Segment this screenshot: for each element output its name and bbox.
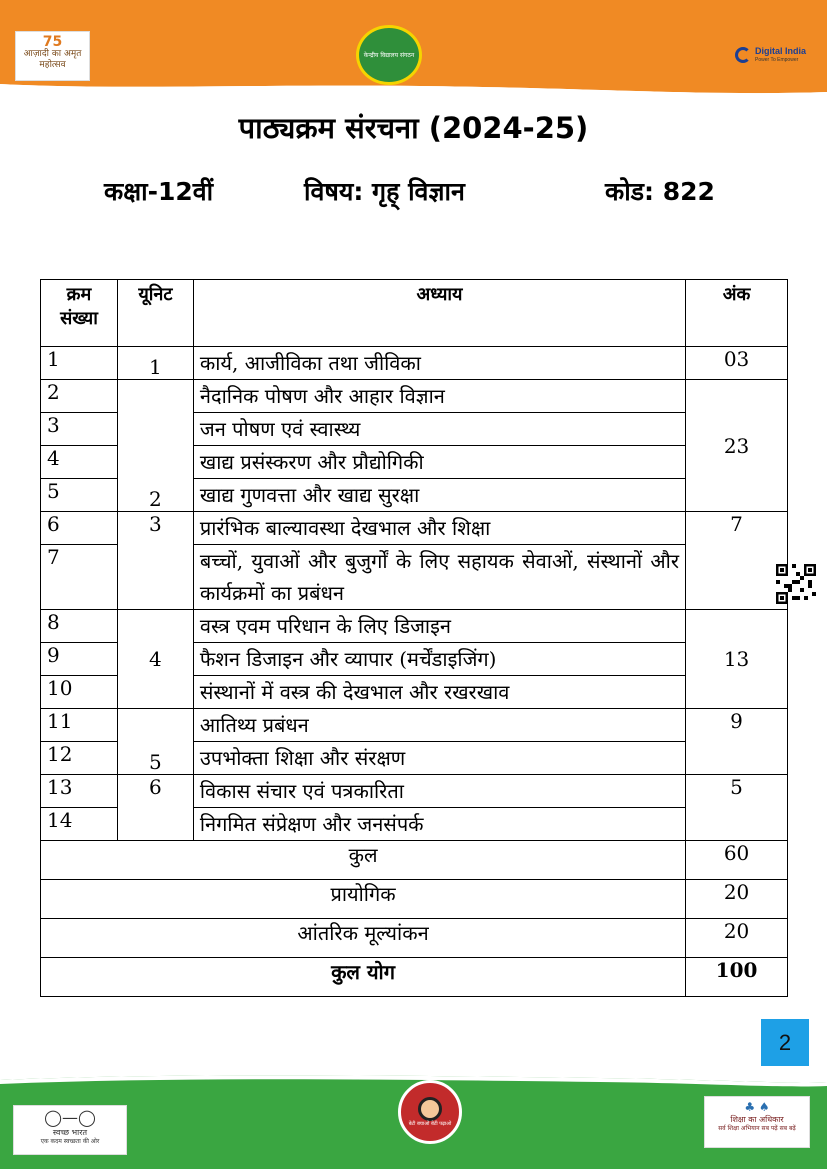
row-unit: 1: [117, 347, 193, 380]
grand-total-row: [41, 958, 788, 997]
row-sno: 14: [41, 808, 118, 841]
row-chapter: संस्थानों में वस्त्र की देखभाल और रखरखाव: [193, 676, 685, 709]
kvs-seal-text: केन्द्रीय विद्यालय संगठन: [363, 52, 415, 59]
shiksha-ka-adhikar-logo: [704, 1096, 810, 1148]
row-chapter: कार्य, आजीविका तथा जीविका: [193, 347, 685, 380]
kvs-seal-logo: [356, 25, 422, 85]
row-unit: 4: [117, 610, 193, 709]
row-sno: 12: [41, 742, 118, 775]
table-row: [41, 347, 788, 380]
row-unit: 2: [117, 380, 193, 512]
row-chapter: खाद्य गुणवत्ता और खाद्य सुरक्षा: [193, 479, 685, 512]
practical-row: [41, 880, 788, 919]
subject-label: विषय: गृह् विज्ञान: [304, 177, 465, 206]
row-marks: 03: [686, 347, 788, 380]
header-chapter: अध्याय: [193, 280, 685, 347]
row-chapter: खाद्य प्रसंस्करण और प्रौद्योगिकी: [193, 446, 685, 479]
internal-assessment-label: आंतरिक मूल्यांकन: [41, 919, 686, 958]
digital-india-icon: [735, 47, 751, 63]
spectacles-icon: ◯—◯: [44, 1108, 96, 1127]
table-header-row: [41, 280, 788, 347]
row-chapter: जन पोषण एवं स्वास्थ्य: [193, 413, 685, 446]
row-sno: 8: [41, 610, 118, 643]
row-sno: 3: [41, 413, 118, 446]
practical-value: 20: [686, 880, 788, 919]
row-marks: 5: [686, 775, 788, 841]
header-marks: अंक: [686, 280, 788, 347]
page-title: पाठ्यक्रम संरचना (2024-25): [238, 111, 589, 145]
row-chapter: आतिथ्य प्रबंधन: [193, 709, 685, 742]
total-label: कुल: [41, 841, 686, 880]
table-row: [41, 512, 788, 545]
total-row: [41, 841, 788, 880]
girl-icon: [418, 1097, 442, 1121]
code-label: कोड: 822: [605, 177, 715, 206]
digital-india-logo: [735, 44, 815, 70]
swachh-bharat-tagline: एक कदम स्वच्छता की ओर: [40, 1138, 100, 1145]
row-chapter: उपभोक्ता शिक्षा और संरक्षण: [193, 742, 685, 775]
row-unit: 6: [117, 775, 193, 841]
row-marks: 9: [686, 709, 788, 775]
row-marks: 23: [686, 380, 788, 512]
row-chapter: वस्त्र एवम परिधान के लिए डिजाइन: [193, 610, 685, 643]
azadi-logo-text: आज़ादी का अमृत महोत्सव: [23, 49, 82, 70]
beti-bachao-text: बेटी बचाओ बेटी पढ़ाओ: [408, 1121, 452, 1127]
shiksha-ka-adhikar-tagline: सर्व शिक्षा अभियान सब पढ़ें सब बढ़ें: [718, 1125, 796, 1132]
practical-label: प्रायोगिक: [41, 880, 686, 919]
total-value: 60: [686, 841, 788, 880]
row-chapter: फैशन डिजाइन और व्यापार (मर्चेंडाइजिंग): [193, 643, 685, 676]
row-sno: 11: [41, 709, 118, 742]
children-icon: ♣ ♠: [744, 1100, 770, 1114]
azadi-ka-amrit-mahotsav-logo: [15, 31, 90, 81]
row-sno: 10: [41, 676, 118, 709]
azadi-logo-mark: 75: [42, 34, 63, 50]
shiksha-ka-adhikar-text: शिक्षा का अधिकार: [730, 1115, 784, 1124]
course-structure-table: [40, 279, 788, 997]
row-sno: 5: [41, 479, 118, 512]
row-chapter: बच्चों, युवाओं और बुजुर्गों के लिए सहायक सेवाओं, संस्थानों और कार्यक्रमों का प्रबंधन: [193, 545, 685, 610]
table-row: [41, 775, 788, 808]
internal-assessment-value: 20: [686, 919, 788, 958]
row-sno: 1: [41, 347, 118, 380]
footer-band: [0, 1070, 827, 1169]
row-chapter: प्रारंभिक बाल्यावस्था देखभाल और शिक्षा: [193, 512, 685, 545]
internal-assessment-row: [41, 919, 788, 958]
table-row: [41, 380, 788, 413]
row-sno: 6: [41, 512, 118, 545]
swachh-bharat-logo: [13, 1105, 127, 1155]
row-sno: 4: [41, 446, 118, 479]
header-band: [0, 0, 827, 100]
beti-bachao-logo: [398, 1080, 462, 1144]
row-unit: 3: [117, 512, 193, 610]
page-number-badge: 2: [761, 1019, 809, 1066]
row-unit: 5: [117, 709, 193, 775]
row-marks: 7: [686, 512, 788, 610]
row-sno: 2: [41, 380, 118, 413]
row-chapter: विकास संचार एवं पत्रकारिता: [193, 775, 685, 808]
qr-code-icon[interactable]: [776, 564, 816, 604]
row-chapter: निगमित संप्रेक्षण और जनसंपर्क: [193, 808, 685, 841]
digital-india-text: Digital India: [755, 46, 807, 56]
header-sno: क्रम संख्या: [41, 280, 118, 347]
row-sno: 9: [41, 643, 118, 676]
header-unit: यूनिट: [117, 280, 193, 347]
row-marks: 13: [686, 610, 788, 709]
grand-total-value: 100: [686, 958, 788, 997]
row-sno: 7: [41, 545, 118, 610]
row-chapter: नैदानिक पोषण और आहार विज्ञान: [193, 380, 685, 413]
row-sno: 13: [41, 775, 118, 808]
table-row: [41, 709, 788, 742]
digital-india-tagline: Power To Empower: [755, 57, 799, 63]
swachh-bharat-text: स्वच्छ भारत: [52, 1128, 88, 1137]
table-row: [41, 610, 788, 643]
class-label: कक्षा-12वीं: [104, 177, 214, 206]
grand-total-label: कुल योग: [41, 958, 686, 997]
